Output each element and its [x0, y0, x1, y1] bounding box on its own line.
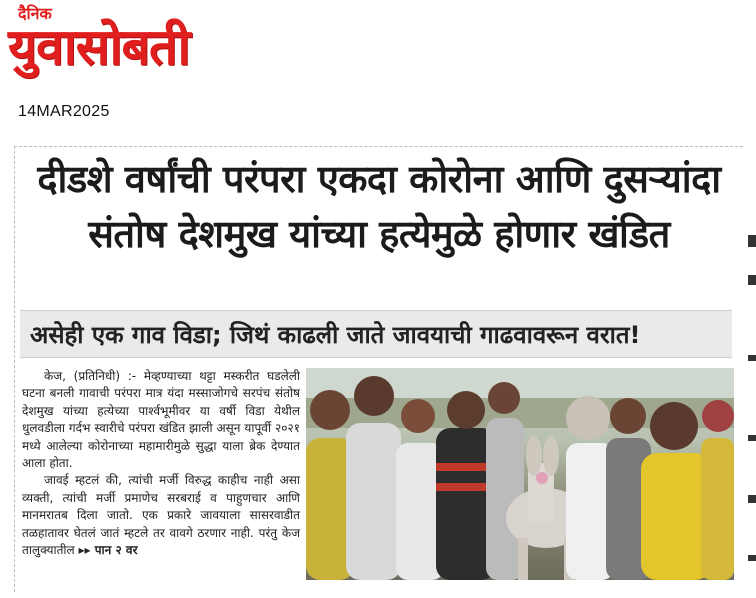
article-photo-crowd-with-donkey — [306, 368, 734, 580]
body-paragraph-2 — [22, 472, 300, 559]
headline-line-2: संतोष देशमुख यांच्या हत्येमुळे होणार खंडित — [88, 212, 670, 256]
continued-on-page-marker: ▸▸ पान २ वर — [78, 543, 138, 558]
edition-date: 14MAR2025 — [18, 103, 110, 120]
headline-line-1: दीडशे वर्षांची परंपरा एकदा कोरोना आणि दुसऱ्यांदा — [37, 157, 721, 201]
photo-illustration — [306, 368, 734, 580]
article-subheadline: असेही एक गाव विडा; जिथं काढली जाते जावयाची गाढवावरून वरात! — [30, 321, 641, 349]
adjacent-page-edge — [746, 235, 756, 595]
article-headline — [20, 152, 738, 262]
masthead-small-label: दैनिक — [18, 4, 52, 23]
body-paragraph-2-text: जावई म्हटलं की, त्यांची मर्जी विरुद्ध काहीच नाही असा व्यक्ती, त्यांची मर्जी प्रमाणेच सरबराई व पाहुणचार आणि मानमरातब दिला जातो. एक प्रकारे जावयाला सासरवाडीत तळहातावर घेतलं जातं म्हटले तर वावगे ठरणार नाही. परंतु केज तालुक्यातील — [22, 473, 300, 558]
article-body — [22, 368, 300, 559]
body-paragraph-1: केज, (प्रतिनिधी) :- मेव्हण्याच्या थट्टा मस्करीत घडलेली घटना बनली गावाची परंपरा मात्र यंदा मस्साजोगचे सरपंच संतोष देशमुख यांच्या हत्येच्या पार्श्वभूमीवर या वर्षी विडा येथील धुलवडीला गर्दभ स्वारीचे परंपरा खंडित झाली असून यापूर्वी २०२१ मध्ये आलेल्या कोरोनाच्या महामारीमुळे सुद्धा याला ब्रेक देण्यात आला होता. — [22, 369, 300, 471]
newspaper-title: युवासोबती — [8, 18, 190, 76]
